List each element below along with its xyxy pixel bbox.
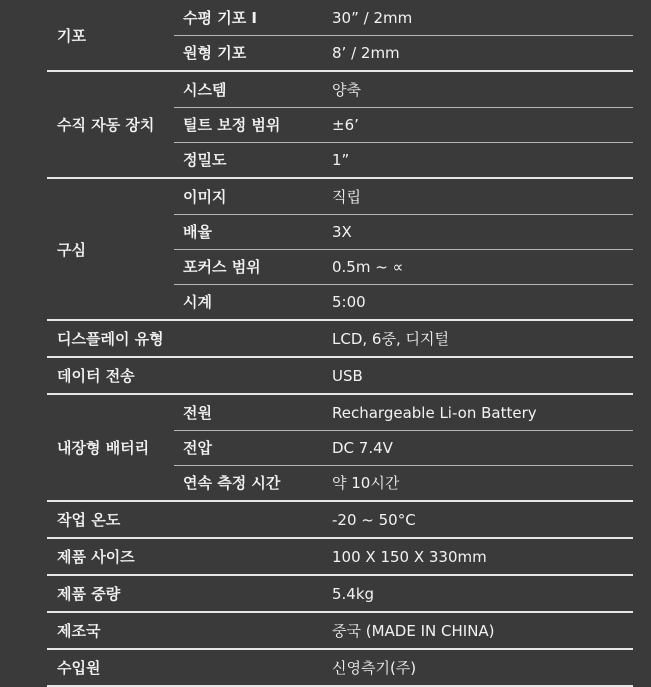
spec-value: 3X <box>332 222 352 241</box>
spec-section-battery <box>47 395 633 502</box>
spec-value: 5:00 <box>332 292 366 311</box>
spec-value: 중국 (MADE IN CHINA) <box>332 622 495 640</box>
spec-value: 8’ / 2mm <box>332 43 400 62</box>
spec-section-weight <box>47 576 633 613</box>
spec-row <box>47 35 633 70</box>
spec-label: 시계 <box>183 293 212 311</box>
spec-value: -20 ~ 50°C <box>332 510 416 529</box>
spec-value: USB <box>332 366 363 385</box>
spec-category: 수입원 <box>57 659 101 677</box>
spec-value: Rechargeable Li-on Battery <box>332 403 537 422</box>
spec-value: LCD, 6중, 디지털 <box>332 330 449 348</box>
spec-row <box>47 576 633 611</box>
spec-value: ±6’ <box>332 115 359 134</box>
spec-category: 작업 온도 <box>57 511 121 529</box>
spec-row <box>47 650 633 685</box>
spec-label: 전압 <box>183 439 212 457</box>
spec-row <box>47 72 633 107</box>
spec-label: 수평 기포 I <box>183 9 257 27</box>
spec-row <box>47 214 633 249</box>
spec-category: 제품 중량 <box>57 585 121 603</box>
spec-value: DC 7.4V <box>332 438 393 457</box>
spec-row <box>47 321 633 356</box>
spec-label: 배율 <box>183 223 212 241</box>
spec-row <box>47 142 633 177</box>
spec-category: 데이터 전송 <box>57 367 135 385</box>
spec-row <box>47 395 633 430</box>
spec-table <box>47 0 633 687</box>
spec-value: 5.4kg <box>332 584 375 603</box>
spec-section-display <box>47 321 633 358</box>
spec-row <box>47 249 633 284</box>
spec-value: 양축 <box>332 81 361 99</box>
spec-value: 약 10시간 <box>332 474 400 492</box>
spec-row <box>47 539 633 574</box>
spec-row <box>47 358 633 393</box>
spec-section-operating-temp <box>47 502 633 539</box>
spec-value: 0.5m ~ ∝ <box>332 257 404 276</box>
spec-label: 포커스 범위 <box>183 258 261 276</box>
spec-section-plummet <box>47 179 633 321</box>
spec-row <box>47 107 633 142</box>
spec-category: 수직 자동 장치 <box>57 116 155 134</box>
spec-row <box>47 0 633 35</box>
spec-value: 직립 <box>332 188 361 206</box>
spec-label: 틸트 보정 범위 <box>183 116 281 134</box>
spec-label: 시스템 <box>183 81 227 99</box>
spec-row <box>47 613 633 648</box>
spec-value: 100 X 150 X 330mm <box>332 547 487 566</box>
spec-row <box>47 465 633 500</box>
spec-section-data-transfer <box>47 358 633 395</box>
spec-label: 정밀도 <box>183 151 227 169</box>
spec-category: 제조국 <box>57 622 101 640</box>
spec-value: 1” <box>332 150 350 169</box>
spec-label: 연속 측정 시간 <box>183 474 281 492</box>
spec-row <box>47 430 633 465</box>
spec-category: 디스플레이 유형 <box>57 330 164 348</box>
spec-row <box>47 502 633 537</box>
spec-label: 전원 <box>183 404 212 422</box>
spec-row <box>47 284 633 319</box>
spec-label: 원형 기포 <box>183 44 247 62</box>
spec-category: 기포 <box>57 26 86 45</box>
spec-value: 30” / 2mm <box>332 8 413 27</box>
spec-section-bubble <box>47 0 633 72</box>
spec-value: 신영측기(주) <box>332 659 417 677</box>
spec-section-compensator <box>47 72 633 179</box>
spec-section-importer <box>47 650 633 687</box>
spec-category: 구심 <box>57 240 86 259</box>
spec-category: 제품 사이즈 <box>57 548 135 566</box>
spec-section-size <box>47 539 633 576</box>
spec-label: 이미지 <box>183 188 227 206</box>
spec-section-origin <box>47 613 633 650</box>
spec-category: 내장형 배터리 <box>57 439 150 457</box>
spec-row <box>47 179 633 214</box>
